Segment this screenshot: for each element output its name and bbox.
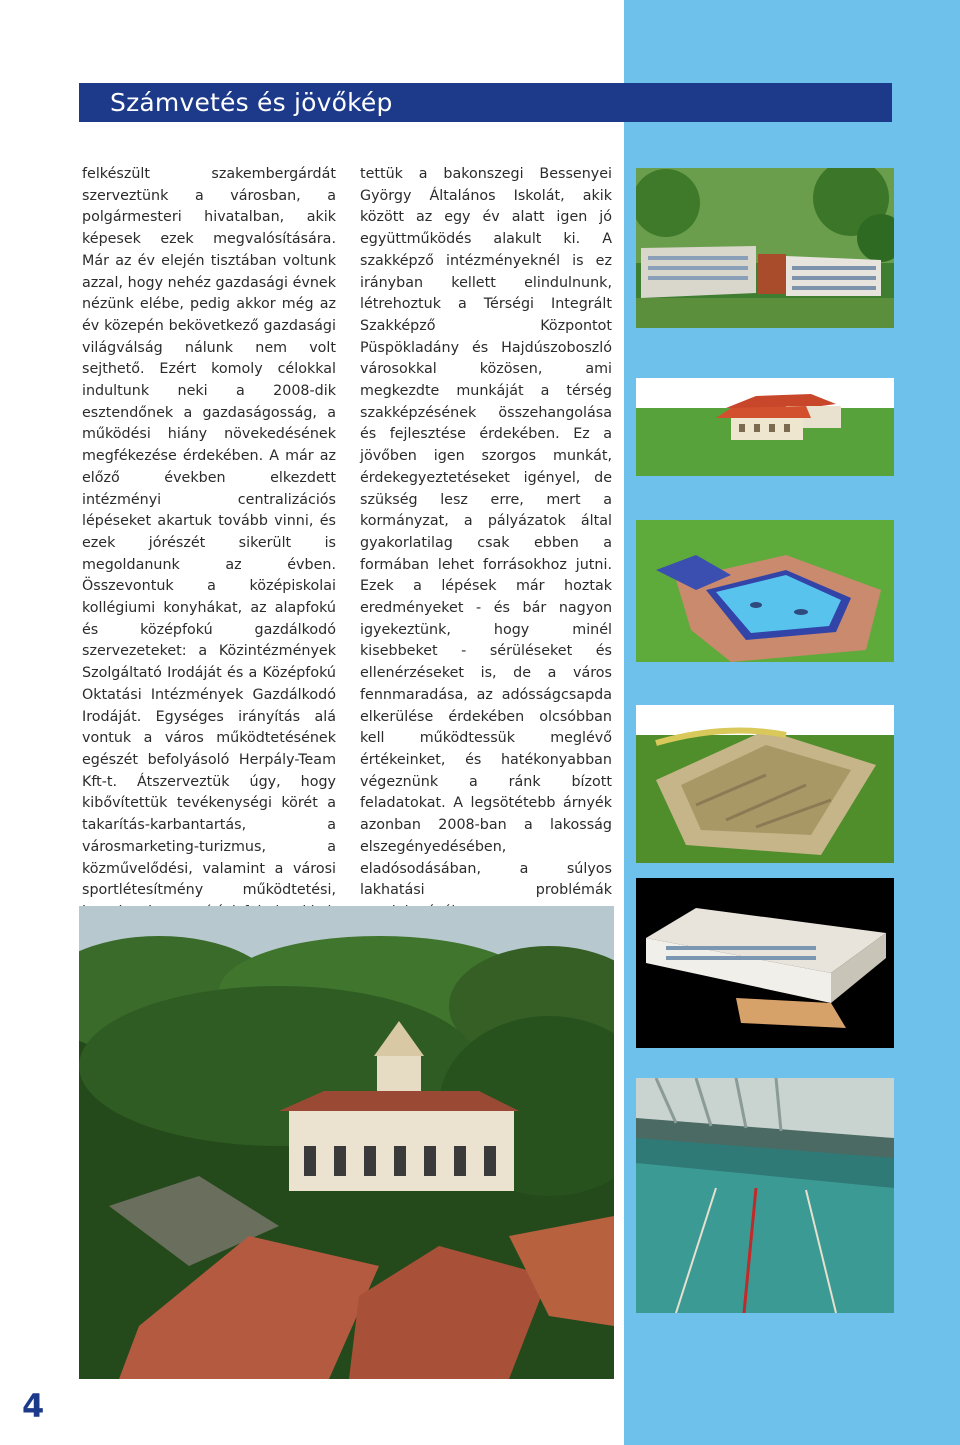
title-bar [79, 83, 892, 122]
red-roof-building-render-image [636, 378, 894, 476]
indoor-pool-photo [636, 1078, 894, 1313]
construction-site-render-image [636, 705, 894, 863]
text-column-left [82, 164, 336, 1010]
column-right-text: tettük a bakonszegi Bessenyei György Általános Iskolát, akik között az egy év alatt igen jó együttműködés alakult ki. A szakképző intézményeknél is ez irányban kellett elindulnunk, létrehoztuk a Térségi Integrált Szakképző Központot Püspökladány és Hajdúszoboszló városokkal közösen, ami megkezdte munkáját a térség szakképzésének összehangolása és fejlesztése érdekében. Ez a jövőben igen szorgos munkát, érdekegyeztetéseket igényel, de szükség lesz erre, mert a kormányzat, a pályázatok által gyakorlatilag csak ebben a formában lehet forrásokhoz jutni. Ezek a lépések már hoztak eredményeket - és bár nagyon igyekeztünk, hogy minél kisebbeket - sérüléseket és ellenérzéseket is, de a város fennmaradása, az adósságcsapda elkerülése érdekében olcsóbban kell működtessük meglévő értékeinket, és hatékonyabban végeznünk a ránk bízott feladatokat. A legsötétebb árnyék azonban 2008-ban a lakosság elszegényedésében, eladósodásában, a súlyos lakhatási problémák [360, 166, 612, 899]
page-number: 4 [22, 1387, 45, 1425]
town-view-photo [79, 906, 614, 1379]
school-buildings-render-image [636, 168, 894, 328]
page-title: Számvetés és jövőkép [110, 88, 393, 117]
building-3d-model-image [636, 878, 894, 1048]
column-left-text: felkészült szakembergárdát szerveztünk a városban, a polgármesteri hivatalban, akik képesek ezek megvalósítására. Már az év elején tisztában voltunk azzal, hogy nehéz gazdasági évnek nézünk elébe, pedig akkor még az év közepén bekövetkező gazdasági világválság nálunk nem volt sejthető. Ezért komoly célokkal indultunk neki a 2008-dik esztendőnek a gazdaságosság, a működési hiány növekedésének megfékezése érdekében. A már az előző években elkezdett intézményi centralizációs lépéseket akartuk tovább vinni, és ezek jórészét sikerült is megoldanunk az évben. Összevontuk a középiskolai kollégiumi konyhákat, az alapfokú és középfokú gazdálkodó szervezeteket: a Közintézmények Szolgáltató Irodáját és a Középfokú Oktatási Intézmények Gazdálkodó Irodáját. Egységes irányítás alá vontuk a város működtetésének egészét befolyásoló Herpály-Team Kft-t. Átszerveztük úgy, hogy kibővítettük tevékenységi körét a takarítás-karbantartás, a városmarketing-turizmus, a közművelődési, valamint a városi sportlétesítmény működtetési, [82, 166, 336, 899]
outdoor-pool-render-image [636, 520, 894, 662]
text-column-right [360, 164, 612, 1032]
